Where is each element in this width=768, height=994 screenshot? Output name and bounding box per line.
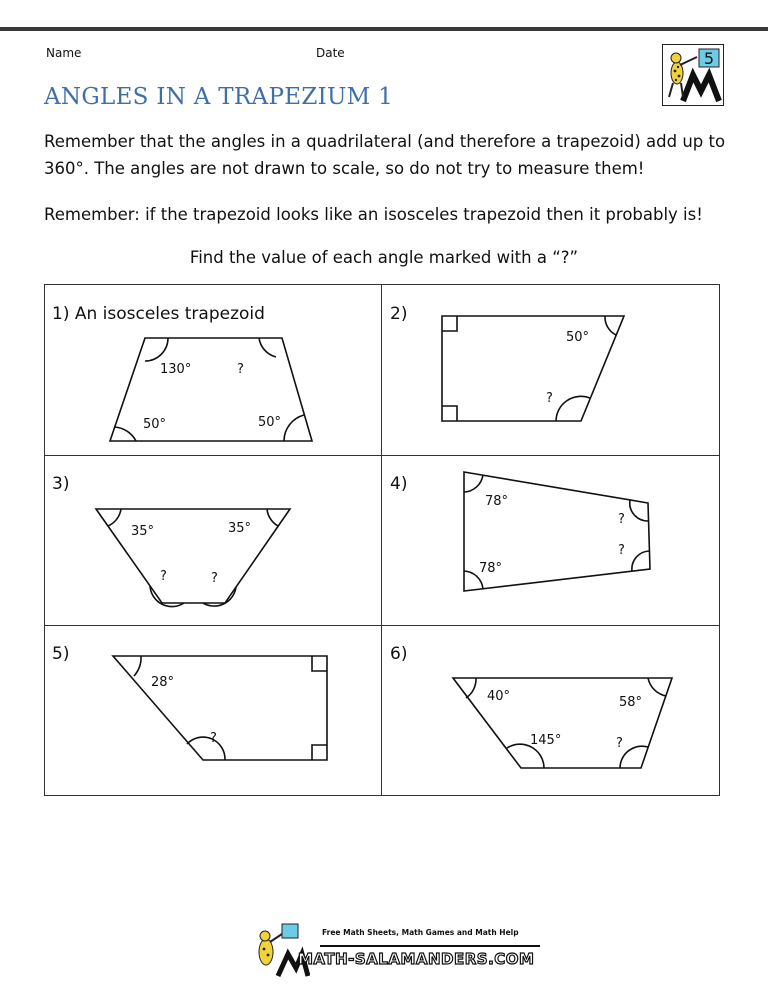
q3-angle-4: ?	[211, 571, 218, 586]
q1-angle-4: 50°	[258, 415, 282, 430]
q6-angle-3: 145°	[530, 733, 562, 748]
q4-angle-2: ?	[618, 512, 625, 527]
q5-angle-1: 28°	[151, 675, 175, 690]
footer-brand: MATH-SALAMANDERS.COM	[298, 950, 535, 968]
instruction-isosceles: Remember: if the trapezoid looks like an isosceles trapezoid then it probably is!	[44, 205, 703, 224]
q1-angle-3: 50°	[143, 417, 167, 432]
trapezoid-6	[453, 678, 672, 768]
page-title: ANGLES IN A TRAPEZIUM 1	[44, 84, 394, 110]
q2-angle-2: ?	[546, 391, 553, 406]
question-3-label: 3)	[52, 474, 70, 494]
q4-angle-3: ?	[618, 543, 625, 558]
q6-angle-4: ?	[616, 736, 623, 751]
q6-angle-2: 58°	[619, 695, 643, 710]
name-label: Name	[46, 46, 82, 60]
q1-angle-1: 130°	[160, 362, 192, 377]
footer-rule	[320, 945, 540, 947]
trapezoid-3	[96, 509, 290, 603]
question-2-label: 2)	[390, 304, 408, 324]
q4-angle-4: 78°	[479, 561, 503, 576]
question-5-label: 5)	[52, 644, 70, 664]
q5-angle-2: ?	[210, 731, 217, 746]
q3-angle-1: 35°	[131, 524, 155, 539]
trapezoid-2	[442, 316, 624, 421]
q3-angle-2: 35°	[228, 521, 252, 536]
logo-number: 5	[703, 49, 715, 68]
instruction-angle-sum: Remember that the angles in a quadrilateral (and therefore a trapezoid) add up to 360°. The angles are not drawn to scale, so do not try to measure them!	[44, 132, 726, 178]
instruction-find: Find the value of each angle marked with a “?”	[189, 248, 579, 267]
question-4-label: 4)	[390, 474, 408, 494]
q3-angle-3: ?	[160, 569, 167, 584]
question-6-label: 6)	[390, 644, 408, 664]
q2-angle-1: 50°	[566, 330, 590, 345]
q6-angle-1: 40°	[487, 689, 511, 704]
q1-angle-2: ?	[237, 362, 244, 377]
q4-angle-1: 78°	[485, 494, 509, 509]
footer-tagline: Free Math Sheets, Math Games and Math Help	[322, 928, 519, 937]
date-label: Date	[316, 46, 345, 60]
trapezoid-1	[110, 338, 312, 441]
question-1-label: 1) An isosceles trapezoid	[52, 304, 265, 324]
